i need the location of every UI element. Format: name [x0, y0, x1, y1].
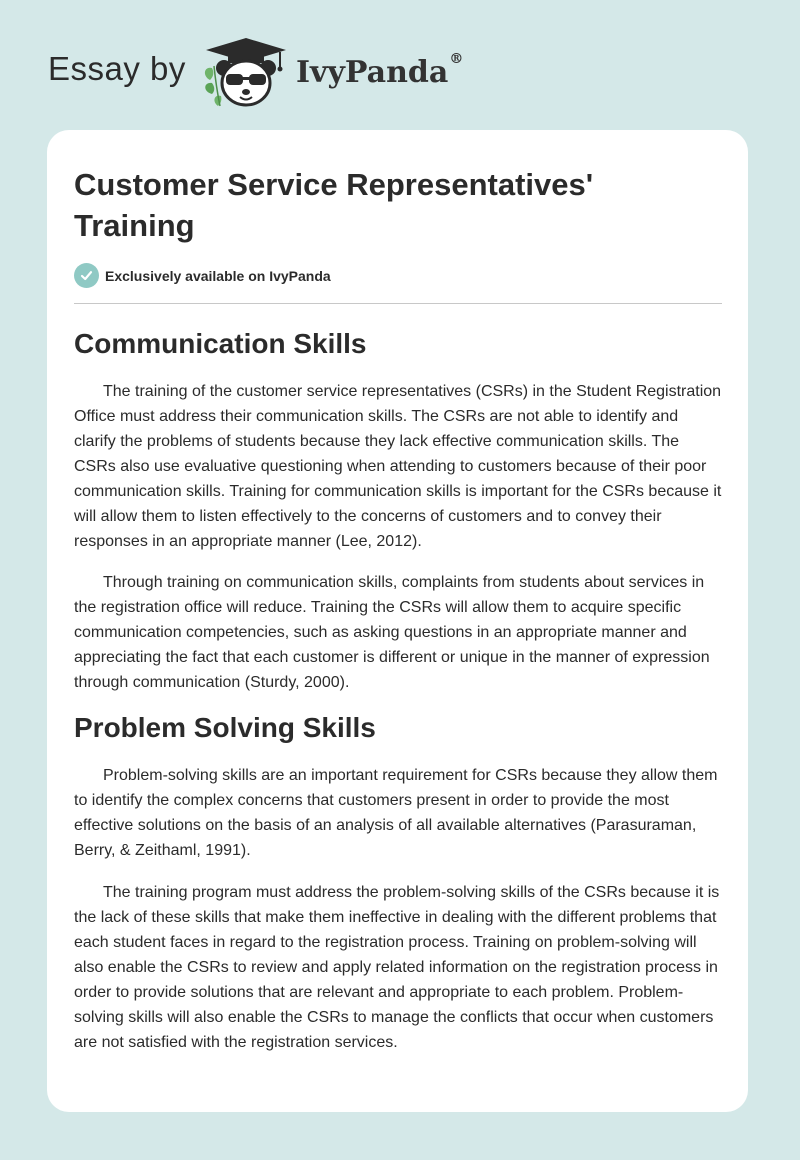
section-heading-problem-solving: Problem Solving Skills	[74, 712, 376, 743]
registered-mark: ®	[449, 51, 464, 67]
badge-text: Exclusively available on IvyPanda	[105, 267, 331, 284]
divider	[74, 303, 722, 304]
article-title: Customer Service Representatives' Training	[74, 167, 594, 243]
brand-logo-text[interactable]	[296, 51, 464, 90]
brand-name: IvyPanda	[296, 55, 449, 90]
paragraph: The training program must address the problem-solving skills of the CSRs because it is the lack of these skills that make them ineffective in dealing with the different problems that each student faces in regard to the registration process. Training on problem-solving will also enable the CSRs to review and apply related information on the registration process in order to provide solutions that are relevant and appropriate to each problem. Problem-solving skills will also enable the CSRs to manage the conflicts that occur when customers are not satisfied with the registration services.	[74, 884, 720, 1051]
section-heading-communication: Communication Skills	[74, 328, 367, 359]
site-header	[0, 0, 800, 130]
panda-logo-icon[interactable]	[200, 36, 292, 108]
check-icon	[74, 263, 99, 288]
article-body	[74, 326, 724, 1055]
article-card	[47, 130, 748, 1112]
essay-by-label: Essay by	[48, 50, 186, 87]
paragraph: Problem-solving skills are an important requirement for CSRs because they allow them to identify the complex concerns that customers present in order to provide the most effective solutions on the basis of an analysis of all available alternatives (Parasuraman, Berry, & Zeithaml, 1991).	[74, 767, 718, 859]
exclusive-badge	[74, 263, 331, 288]
paragraph: The training of the customer service representatives (CSRs) in the Student Registration Office must address their communication skills. The CSRs are not able to identify and clarify the problems of students because they lack effective communication skills. The CSRs also use evaluative questioning when attending to customers because of their poor communication skills. Training for communication skills is important for the CSRs because it will allow them to listen effectively to the concerns of customers and to convey their responses in an appropriate manner (Lee, 2012).	[74, 383, 722, 550]
paragraph: Through training on communication skills, complaints from students about services in the registration office will reduce. Training the CSRs will allow them to acquire specific communication competencies, such as asking questions in an appropriate manner and appreciating the fact that each customer is different or unique in the manner of expression through communication (Sturdy, 2000).	[74, 574, 710, 691]
